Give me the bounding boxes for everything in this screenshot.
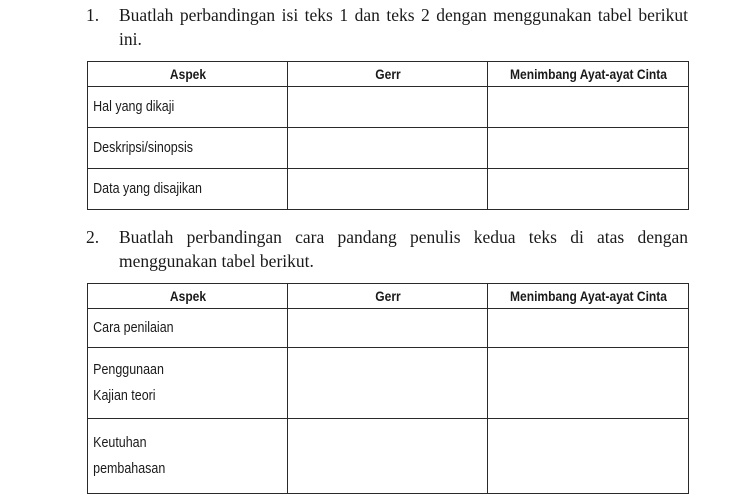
header-aspek: Aspek [102,62,274,87]
table-row [88,348,689,419]
table-row [88,309,689,348]
question-2 [86,225,688,273]
question-number: 2. [86,227,100,247]
answer-cell-gerr[interactable] [288,169,488,210]
comparison-table-content [87,61,689,210]
answer-cell-gerr[interactable] [288,309,488,348]
table-header-row [88,284,689,309]
question-number: 1. [86,5,100,25]
header-gerr: Gerr [302,62,474,87]
aspect-cell: Keutuhan pembahasan [88,419,288,494]
question-text: Buatlah perbandingan cara pandang penulis kedua teks di atas dengan menggunakan tabel berikut. [119,227,688,271]
comparison-table-viewpoint [87,283,689,494]
table-row [88,419,689,494]
header-menimbang: Menimbang Ayat-ayat Cinta [502,62,675,87]
header-menimbang: Menimbang Ayat-ayat Cinta [502,284,675,309]
question-text: Buatlah perbandingan isi teks 1 dan teks 2 dengan menggunakan tabel berikut ini. [119,5,688,49]
table-row [88,169,689,210]
answer-cell-menimbang[interactable] [488,309,689,348]
aspect-cell: Penggunaan Kajian teori [88,348,288,419]
header-gerr: Gerr [302,284,474,309]
answer-cell-menimbang[interactable] [488,419,689,494]
table-row [88,87,689,128]
aspect-cell: Cara penilaian [88,309,288,348]
answer-cell-gerr[interactable] [288,87,488,128]
answer-cell-gerr[interactable] [288,128,488,169]
question-1 [86,3,688,51]
answer-cell-menimbang[interactable] [488,87,689,128]
table-row [88,128,689,169]
table-header-row [88,62,689,87]
aspect-cell: Hal yang dikaji [88,87,288,128]
aspect-cell: Data yang disajikan [88,169,288,210]
header-aspek: Aspek [102,284,274,309]
aspect-cell: Deskripsi/sinopsis [88,128,288,169]
answer-cell-menimbang[interactable] [488,169,689,210]
answer-cell-menimbang[interactable] [488,348,689,419]
answer-cell-gerr[interactable] [288,348,488,419]
answer-cell-menimbang[interactable] [488,128,689,169]
answer-cell-gerr[interactable] [288,419,488,494]
